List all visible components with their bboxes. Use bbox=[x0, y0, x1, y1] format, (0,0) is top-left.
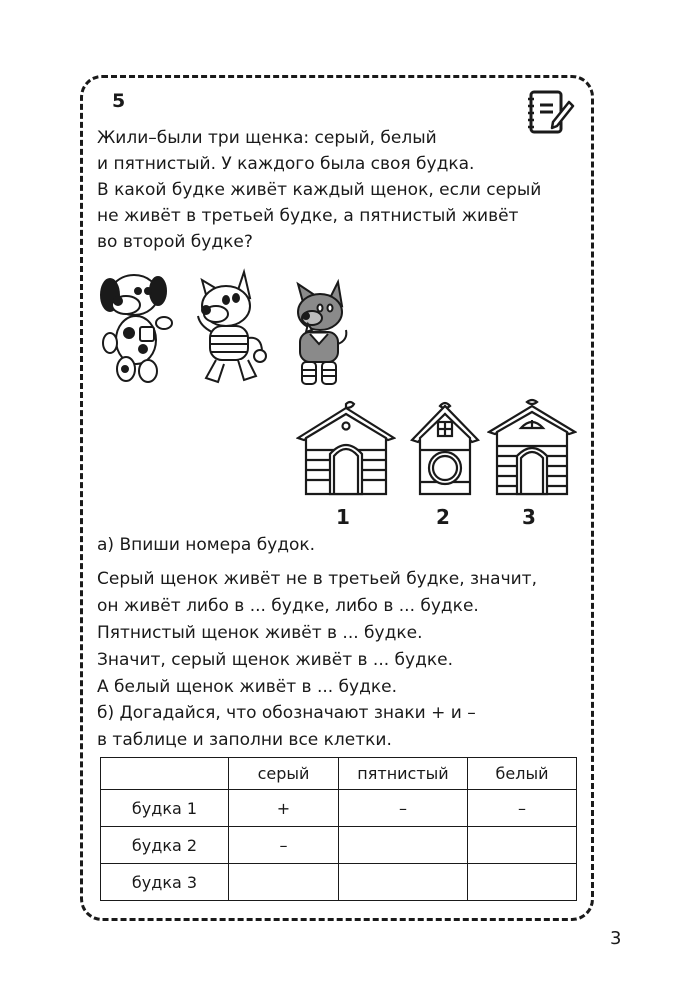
row-label: будка 3 bbox=[101, 864, 229, 901]
table-row bbox=[101, 827, 577, 864]
white-puppy-illustration bbox=[188, 268, 270, 386]
dog-house-2 bbox=[410, 398, 480, 498]
task-intro bbox=[97, 125, 582, 255]
intro-line: не живёт в третьей будке, а пятнистый живёт bbox=[97, 206, 519, 226]
part-b-line: в таблице и заполни все клетки. bbox=[97, 730, 392, 750]
intro-line: во второй будке? bbox=[97, 232, 253, 252]
table-cell[interactable]: – bbox=[229, 827, 339, 864]
part-a-line: он живёт либо в ... будке, либо в ... будке. bbox=[97, 596, 479, 616]
part-b-line: б) Догадайся, что обозначают знаки + и – bbox=[97, 703, 476, 723]
table-cell[interactable] bbox=[339, 864, 468, 901]
intro-line: Жили–были три щенка: серый, белый bbox=[97, 128, 437, 148]
task-number: 5 bbox=[112, 90, 126, 112]
table-header-grey: серый bbox=[229, 758, 339, 790]
table-cell[interactable]: – bbox=[339, 790, 468, 827]
intro-line: В какой будке живёт каждый щенок, если серый bbox=[97, 180, 542, 200]
table-cell[interactable] bbox=[229, 864, 339, 901]
house-number-1: 1 bbox=[336, 505, 350, 529]
table-corner-cell bbox=[101, 758, 229, 790]
part-a-line: Пятнистый щенок живёт в ... будке. bbox=[97, 623, 423, 643]
part-a-line: Значит, серый щенок живёт в ... будке. bbox=[97, 650, 453, 670]
table-cell[interactable] bbox=[468, 864, 577, 901]
answer-table bbox=[100, 757, 577, 901]
table-header-white: белый bbox=[468, 758, 577, 790]
table-row bbox=[101, 790, 577, 827]
part-a-line: Серый щенок живёт не в третьей будке, значит, bbox=[97, 569, 537, 589]
dog-house-3 bbox=[487, 398, 577, 498]
table-row bbox=[101, 864, 577, 901]
spotted-puppy-illustration bbox=[96, 265, 176, 385]
row-label: будка 2 bbox=[101, 827, 229, 864]
table-cell[interactable] bbox=[468, 827, 577, 864]
row-label: будка 1 bbox=[101, 790, 229, 827]
table-cell[interactable] bbox=[339, 827, 468, 864]
part-a-text bbox=[97, 566, 537, 701]
grey-puppy-illustration bbox=[288, 278, 350, 393]
intro-line: и пятнистый. У каждого была своя будка. bbox=[97, 154, 475, 174]
part-a-line: А белый щенок живёт в ... будке. bbox=[97, 677, 397, 697]
house-number-2: 2 bbox=[436, 505, 450, 529]
table-header-spotted: пятнистый bbox=[339, 758, 468, 790]
dog-house-1 bbox=[296, 398, 396, 498]
table-header-row bbox=[101, 758, 577, 790]
part-a-question: а) Впиши номера будок. bbox=[97, 535, 316, 555]
table-cell[interactable]: – bbox=[468, 790, 577, 827]
page-number: 3 bbox=[610, 928, 622, 949]
part-b-text bbox=[97, 700, 476, 754]
house-number-3: 3 bbox=[522, 505, 536, 529]
table-cell[interactable]: + bbox=[229, 790, 339, 827]
